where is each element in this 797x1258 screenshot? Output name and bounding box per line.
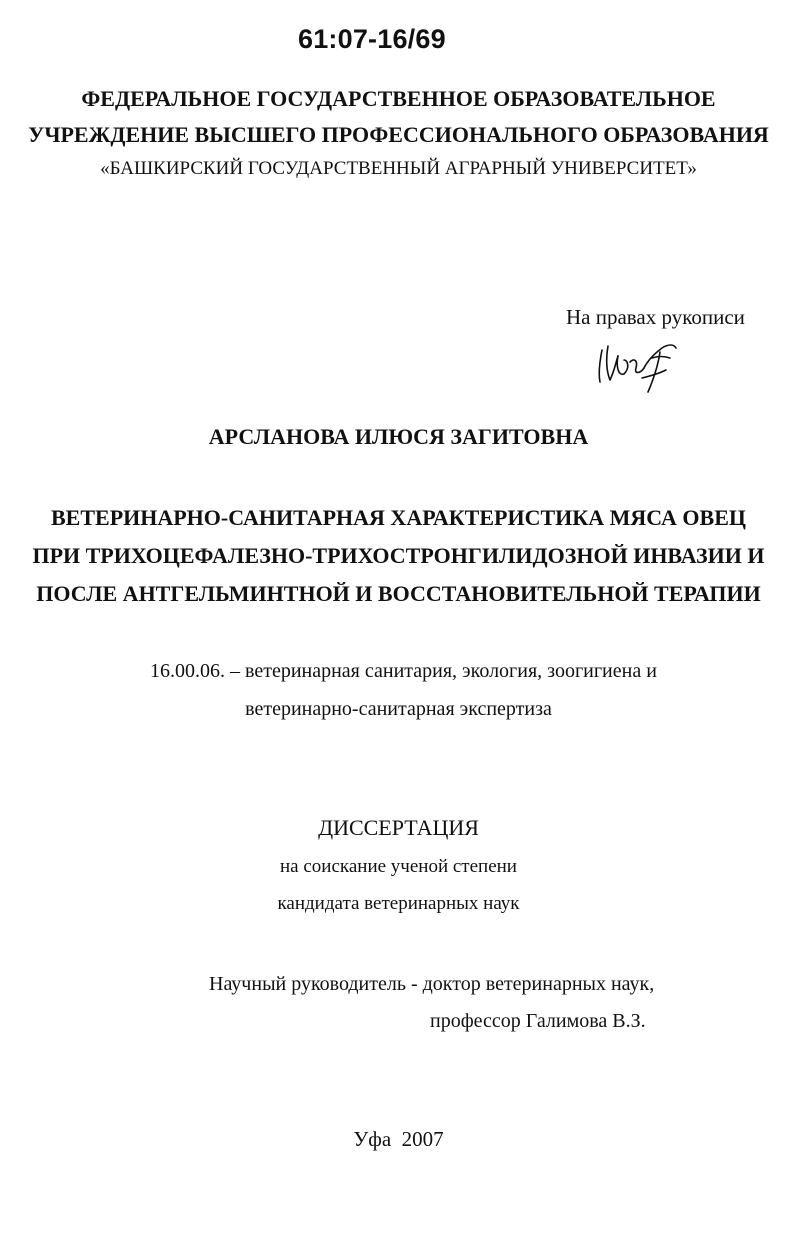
advisor-line-1: Научный руководитель - доктор ветеринарных наук, [209, 973, 655, 995]
dissertation-title-line-1: ВЕТЕРИНАРНО-САНИТАРНАЯ ХАРАКТЕРИСТИКА МЯСА ОВЕЦ [51, 505, 746, 530]
advisor-line-2: профессор Галимова В.З. [430, 1010, 646, 1032]
degree-line-1: на соискание ученой степени [280, 856, 517, 877]
specialty-line-2: ветеринарно-санитарная экспертиза [245, 698, 552, 720]
dissertation-title-line-2: ПРИ ТРИХОЦЕФАЛЕЗНО-ТРИХОСТРОНГИЛИДОЗНОЙ ИНВАЗИИ И [32, 543, 765, 568]
handwritten-signature-icon [594, 338, 684, 398]
institution-line-2: УЧРЕЖДЕНИЕ ВЫСШЕГО ПРОФЕССИОНАЛЬНОГО ОБРАЗОВАНИЯ [28, 122, 769, 147]
author-name: АРСЛАНОВА ИЛЮСЯ ЗАГИТОВНА [208, 424, 589, 449]
dissertation-title-line-3: ПОСЛЕ АНТГЕЛЬМИНТНОЙ И ВОССТАНОВИТЕЛЬНОЙ ТЕРАПИИ [36, 581, 761, 606]
specialty-line-1: 16.00.06. – ветеринарная санитария, экология, зоогигиена и [150, 660, 657, 682]
manuscript-rights-note: На правах рукописи [566, 305, 745, 329]
institution-line-1: ФЕДЕРАЛЬНОЕ ГОСУДАРСТВЕННОЕ ОБРАЗОВАТЕЛЬНОЕ [81, 86, 716, 111]
dissertation-heading: ДИССЕРТАЦИЯ [318, 815, 479, 840]
degree-line-2: кандидата ветеринарных наук [277, 893, 520, 914]
archive-stamp: 61:07-16/69 [298, 24, 446, 54]
city-year: Уфа 2007 [353, 1127, 444, 1151]
institution-line-3: «БАШКИРСКИЙ ГОСУДАРСТВЕННЫЙ АГРАРНЫЙ УНИВЕРСИТЕТ» [100, 158, 697, 179]
